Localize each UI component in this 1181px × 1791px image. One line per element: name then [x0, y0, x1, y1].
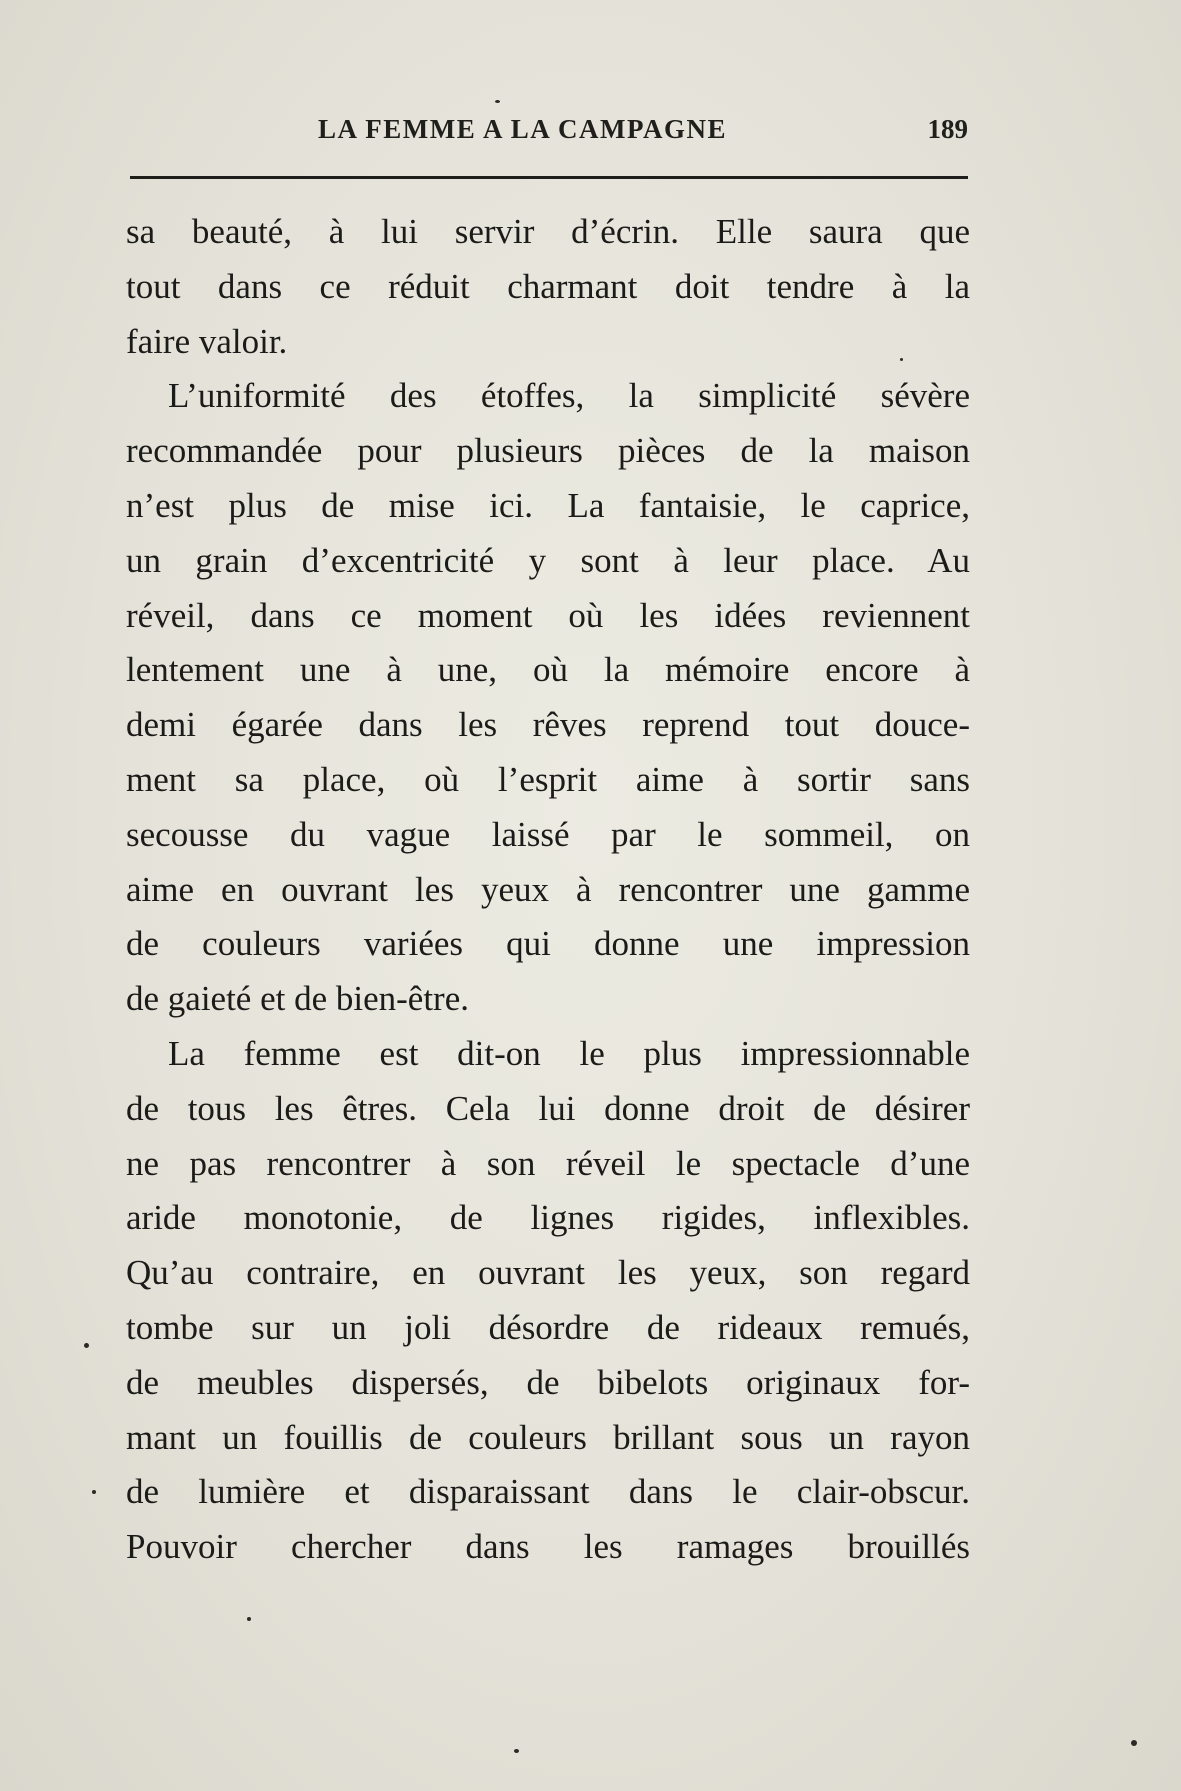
text-line: ne pas rencontrer à son réveil le spectacle d’une: [126, 1143, 970, 1183]
text-line: sa beauté, à lui servir d’écrin. Elle saura que: [126, 212, 970, 251]
text-line: de tous les êtres. Cela lui donne droit de désirer: [126, 1088, 970, 1128]
text-line: aime en ouvrant les yeux à rencontrer une gamme: [126, 869, 970, 909]
text-line: recommandée pour plusieurs pièces de la maison: [126, 431, 970, 471]
text-line: lentement une à une, où la mémoire encore à: [126, 650, 970, 690]
text-line: secousse du vague laissé par le sommeil, on: [126, 814, 970, 854]
text-line: aride monotonie, de lignes rigides, inflexibles.: [126, 1198, 970, 1238]
page-header: [128, 114, 968, 154]
body-text: [126, 205, 970, 1575]
paper-speck: [84, 1343, 89, 1348]
text-line: n’est plus de mise ici. La fantaisie, le caprice,: [126, 485, 970, 525]
text-line: L’uniformité des étoffes, la simplicité sévère: [168, 376, 970, 416]
text-line: de meubles dispersés, de bibelots originaux for-: [126, 1362, 970, 1402]
text-line: ment sa place, où l’esprit aime à sortir sans: [126, 759, 970, 799]
running-title: LA FEMME A LA CAMPAGNE: [318, 114, 728, 144]
page-number: 189: [927, 114, 968, 144]
text-line: Pouvoir chercher dans les ramages brouillés: [126, 1527, 970, 1567]
paper-speck: [92, 1490, 96, 1494]
text-line: un grain d’excentricité y sont à leur place. Au: [126, 540, 970, 580]
text-line: de couleurs variées qui donne une impression: [126, 924, 970, 964]
text-line: de lumière et disparaissant dans le clair-obscur.: [126, 1472, 970, 1512]
text-line: de gaieté et de bien-être.: [126, 979, 469, 1019]
paper-speck: [1131, 1740, 1137, 1746]
text-line: réveil, dans ce moment où les idées reviennent: [126, 595, 970, 635]
text-line: mant un fouillis de couleurs brillant sous un rayon: [126, 1417, 970, 1457]
paper-speck: [514, 1749, 519, 1753]
text-line: Qu’au contraire, en ouvrant les yeux, son regard: [126, 1253, 970, 1293]
text-line: tombe sur un joli désordre de rideaux remués,: [126, 1307, 970, 1347]
paper-speck: [247, 1617, 251, 1621]
text-line: La femme est dit-on le plus impressionnable: [168, 1033, 970, 1073]
paper-speck: [900, 358, 903, 361]
text-line: faire valoir.: [126, 321, 288, 361]
text-line: tout dans ce réduit charmant doit tendre à la: [126, 266, 970, 306]
header-rule: [130, 176, 968, 179]
paper-speck: [495, 100, 500, 103]
text-line: demi égarée dans les rêves reprend tout douce-: [126, 705, 970, 745]
